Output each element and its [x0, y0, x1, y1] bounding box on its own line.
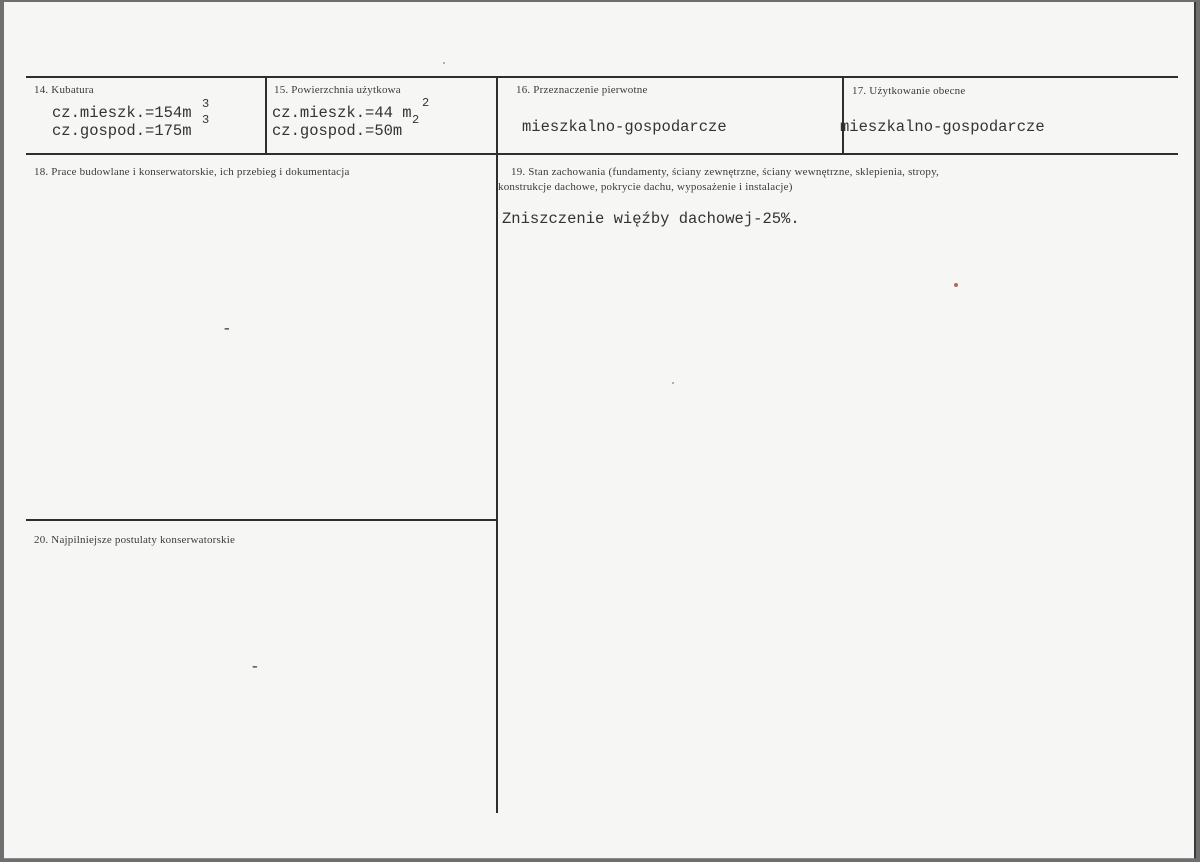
field-19-value: Zniszczenie więźby dachowej-25%.	[502, 210, 800, 228]
field-14-line-1-superscript: 3	[202, 97, 210, 111]
divider-16-17	[842, 77, 844, 153]
record-card	[4, 2, 1196, 859]
field-15-line-1: cz.mieszk.=44 m	[272, 104, 412, 122]
field-17-value: mieszkalno-gospodarcze	[840, 118, 1045, 136]
field-19-label-line-1: 19. Stan zachowania (fundamenty, ściany zewnętrzne, ściany wewnętrzne, sklepienia, stropy,	[511, 166, 940, 178]
field-14-line-2: cz.gospod.=175m	[52, 122, 192, 140]
field-16-value: mieszkalno-gospodarcze	[522, 118, 727, 136]
field-18-value: -	[222, 320, 232, 338]
paper-speck	[443, 62, 445, 64]
divider-18-20	[26, 519, 496, 521]
top-rule	[26, 76, 1178, 78]
field-14-line-2-superscript: 3	[202, 113, 210, 127]
field-17-label: 17. Użytkowanie obecne	[852, 85, 966, 97]
field-16-label: 16. Przeznaczenie pierwotne	[516, 84, 648, 96]
field-18-label: 18. Prace budowlane i konserwatorskie, ich przebieg i dokumentacja	[34, 166, 350, 178]
field-14-line-1: cz.mieszk.=154m	[52, 104, 192, 122]
header-row-bottom-rule	[26, 153, 1178, 155]
paper-speck	[672, 382, 674, 384]
field-14-label: 14. Kubatura	[34, 84, 94, 96]
field-19-label-line-2: konstrukcje dachowe, pokrycie dachu, wyposażenie i instalacje)	[498, 181, 793, 193]
field-15-line-2: cz.gospod.=50m	[272, 122, 403, 140]
divider-14-15	[265, 77, 267, 153]
paper-speck	[954, 283, 958, 287]
field-15-label: 15. Powierzchnia użytkowa	[274, 84, 401, 96]
field-20-label: 20. Najpilniejsze postulaty konserwatorskie	[34, 534, 236, 546]
field-15-line-1-superscript: 2	[422, 96, 430, 110]
field-15-line-2-superscript: 2	[412, 113, 420, 127]
field-20-value: -	[250, 658, 260, 676]
